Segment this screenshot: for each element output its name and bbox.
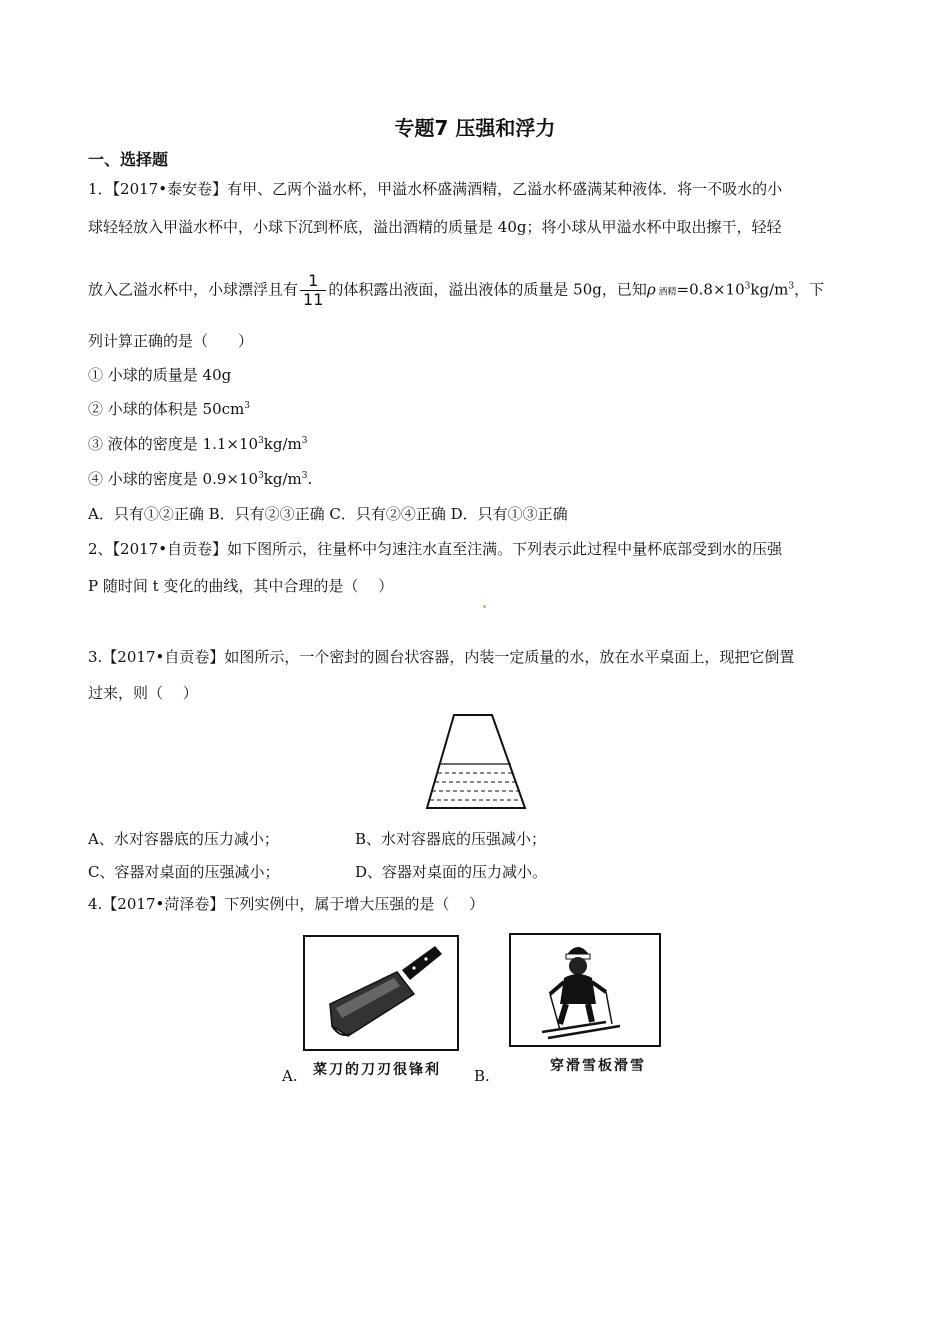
fraction-numerator: 1 [300, 272, 326, 291]
q1-options: A．只有①②正确 B．只有②③正确 C．只有②④正确 D．只有①③正确 [88, 505, 568, 523]
fraction-denominator: 11 [303, 290, 324, 309]
q1-statement-2-text: ② 小球的体积是 50cm [88, 400, 245, 418]
exponent: 3 [788, 281, 795, 292]
q3-option-a: A、水对容器底的压力减小； [88, 830, 279, 848]
q4-option-b-label: B. [474, 1067, 490, 1085]
q4-line-1: 4.【2017•菏泽卷】下列实例中，属于增大压强的是（ ） [88, 895, 485, 913]
q1-statement-1: ① 小球的质量是 40g [88, 366, 232, 384]
q3-option-c: C、容器对桌面的压强减小； [88, 863, 280, 881]
exponent: 3 [244, 401, 250, 411]
q4-caption-b: 穿滑雪板滑雪 [550, 1058, 646, 1074]
exponent: 3 [744, 281, 751, 292]
q1-statement-3-text: ③ 液体的密度是 1.1×10 [88, 435, 259, 453]
section-heading: 一、选择题 [88, 150, 169, 169]
q1-line-2: 球轻轻放入甲溢水杯中，小球下沉到杯底，溢出酒精的质量是 40g；将小球从甲溢水杯中取出擦干，轻轻 [88, 218, 782, 236]
q1-line-3-text-d: kg/m [750, 280, 789, 299]
q1-line-3-text-b: 的体积露出液面，溢出液体的质量是 50g，已知 [328, 280, 647, 299]
exponent: 3 [301, 471, 308, 481]
frustum-container-figure [424, 712, 530, 812]
exponent: 3 [301, 436, 308, 446]
q2-line-2: P 随时间 t 变化的曲线，其中合理的是（ ） [88, 577, 394, 595]
q1-line-3-text-a: 放入乙溢水杯中，小球漂浮且有 [88, 280, 299, 299]
q3-line-2: 过来，则（ ） [88, 684, 198, 702]
q3-line-1: 3.【2017•自贡卷】如图所示，一个密封的圆台状容器，内装一定质量的水，放在水平桌面上，现把它倒置 [88, 648, 795, 666]
container-outline [427, 715, 525, 808]
q3-option-b: B、水对容器底的压强减小； [355, 830, 547, 848]
q1-statement-4-unit: kg/m [263, 470, 302, 488]
rho-symbol: ρ [646, 280, 656, 299]
exponent: 3 [258, 471, 264, 481]
skier-figure [508, 932, 662, 1048]
q1-statement-3-unit: kg/m [263, 435, 302, 453]
q1-statement-4 [88, 469, 312, 489]
q4-option-a-label: A. [282, 1067, 298, 1085]
q2-line-1: 2、【2017•自贡卷】如下图所示，往量杯中匀速注水直至注满。下列表示此过程中量杯底部受到水的压强 [88, 540, 783, 558]
water-lines [430, 764, 522, 800]
q1-statement-4-text: ④ 小球的密度是 0.9×10 [88, 470, 259, 488]
q1-line-3 [88, 272, 824, 309]
page-title: 专题7 压强和浮力 [394, 116, 556, 140]
rho-subscript: 酒精 [655, 287, 677, 298]
q1-line-1: 1．【2017•泰安卷】有甲、乙两个溢水杯，甲溢水杯盛满酒精，乙溢水杯盛满某种液体．将一不吸水的小 [88, 180, 783, 198]
q1-line-3-text-e: ，下 [794, 280, 825, 299]
cleaver-knife-figure [302, 934, 460, 1052]
q1-line-4: 列计算正确的是（ ） [88, 332, 254, 350]
q1-statement-4-end: . [307, 470, 313, 488]
fraction [300, 272, 326, 309]
q1-line-3-text-c: =0.8×10 [676, 280, 745, 299]
q4-caption-a: 菜刀的刀刃很锋利 [313, 1062, 441, 1078]
exponent: 3 [258, 436, 264, 446]
q1-statement-2 [88, 399, 250, 419]
q1-statement-3 [88, 434, 308, 454]
stray-dot [483, 605, 486, 608]
q3-option-d: D、容器对桌面的压力减小。 [355, 863, 548, 881]
